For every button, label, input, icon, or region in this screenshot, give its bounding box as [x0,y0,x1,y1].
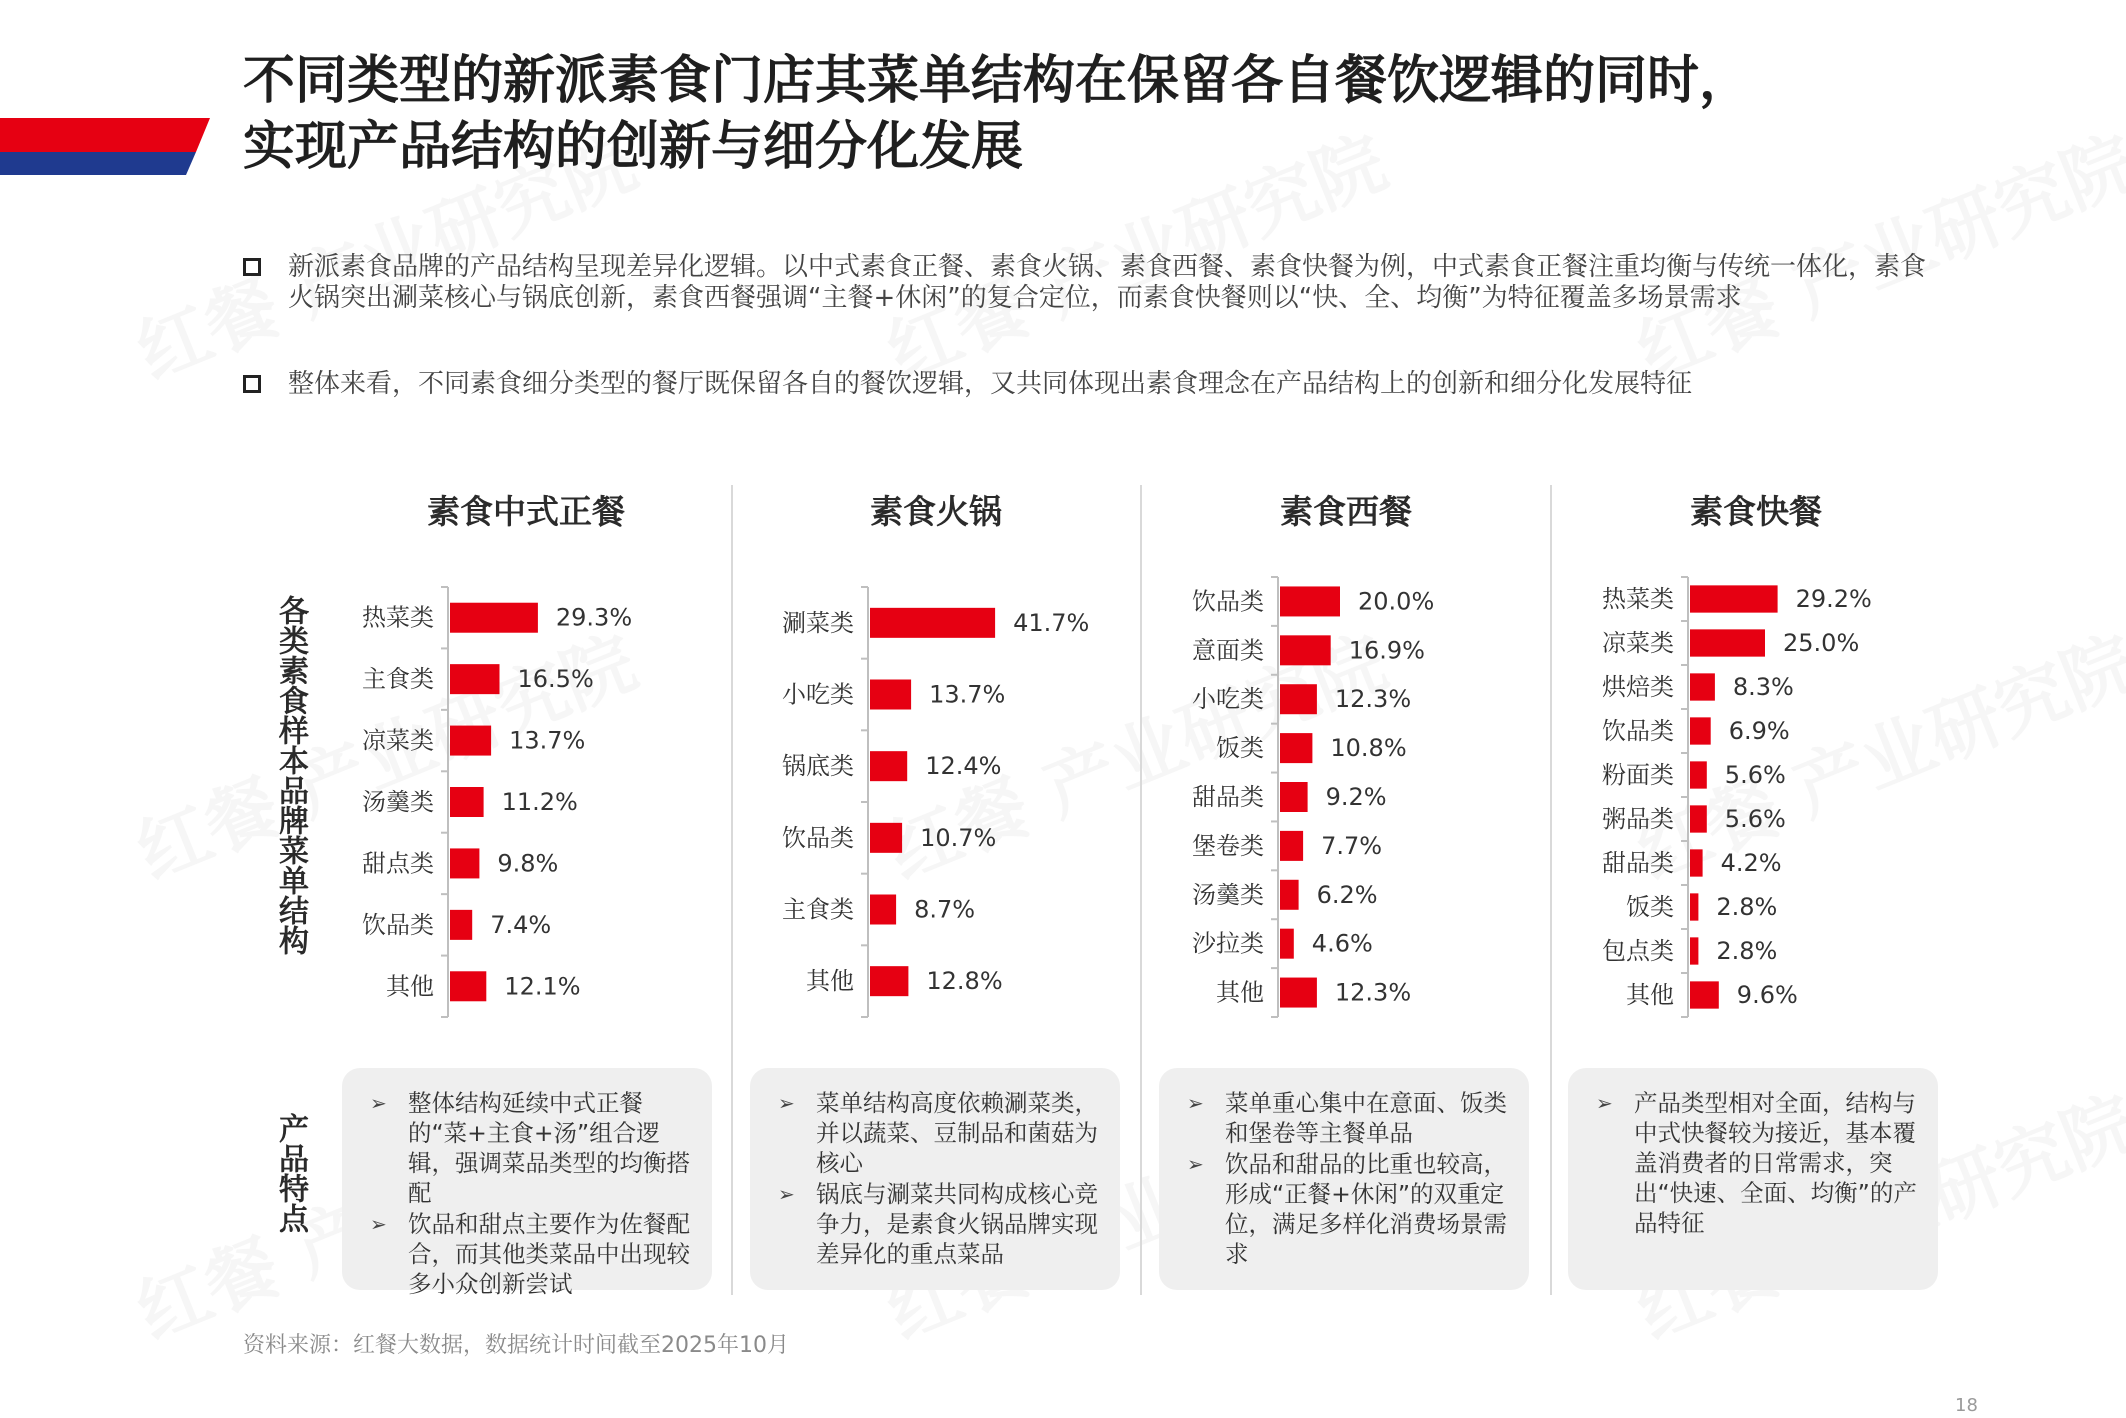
arrow-bullet-icon: ➢ [370,1091,387,1115]
chart-row-label: 各类素食样本品牌菜单结构 [273,595,308,955]
bar [1690,981,1719,1008]
value-label: 7.7% [1321,831,1383,860]
value-label: 12.1% [504,972,581,1001]
arrow-bullet-icon: ➢ [1187,1091,1204,1115]
bar [1690,937,1698,964]
bar [1280,586,1340,616]
bar [450,787,484,817]
value-label: 4.2% [1720,849,1782,877]
square-bullet-icon [243,375,261,393]
value-label: 6.9% [1728,717,1790,745]
bar [450,726,491,756]
bar [870,823,902,853]
bar [450,603,538,633]
category-label: 热菜类 [362,603,434,632]
feature-item-text: 饮品和甜品的比重也较高，形成“正餐+休闲”的双重定位，满足多样化消费场景需求 [1225,1150,1507,1268]
value-label: 2.8% [1716,937,1778,965]
value-label: 13.7% [929,680,1006,709]
category-label: 饮品类 [1602,717,1674,745]
category-label: 主食类 [782,895,854,924]
value-label: 25.0% [1783,629,1860,657]
category-label: 烘焙类 [1602,673,1674,701]
feature-box [1568,1068,1938,1290]
page-number: 18 [1955,1395,1978,1416]
feature-item-text: 菜单结构高度依赖涮菜类，并以蔬菜、豆制品和菌菇为核心 [816,1089,1098,1177]
category-label: 堡卷类 [1192,831,1264,860]
summary-bullet [243,369,1943,400]
value-label: 8.7% [914,895,976,924]
feature-item-text: 饮品和甜点主要作为佐餐配合，而其他类菜品中出现较多小众创新尝试 [408,1210,690,1298]
category-label: 甜品类 [1602,849,1674,877]
feature-item [370,1209,694,1299]
bar-chart-fast-food [1570,575,1950,1020]
bar [1280,733,1312,763]
value-label: 9.6% [1736,981,1798,1009]
panel-title: 素食快餐 [1690,492,1822,531]
bar [870,966,908,996]
bar [450,971,486,1001]
category-label: 饮品类 [362,910,434,939]
feature-item [778,1088,1102,1178]
category-label: 小吃类 [782,680,854,709]
feature-box [750,1068,1120,1290]
bar [1280,782,1308,812]
feature-item-text: 产品类型相对全面，结构与中式快餐较为接近，基本覆盖消费者的日常需求，突出“快速、全面、均衡”的产品特征 [1634,1089,1917,1237]
feature-item [1187,1149,1511,1269]
arrow-bullet-icon: ➢ [778,1091,795,1115]
feature-item-text: 整体结构延续中式正餐的“菜+主食+汤”组合逻辑，强调菜品类型的均衡搭配 [408,1089,690,1207]
page-title-line-2: 实现产品结构的创新与细分化发展 [243,117,1024,177]
value-label: 5.6% [1724,805,1786,833]
value-label: 16.9% [1348,636,1425,665]
value-label: 29.3% [555,603,633,632]
value-label: 13.7% [509,726,586,755]
panel-title: 素食西餐 [1280,492,1412,531]
bar [1280,684,1317,714]
bar [450,910,472,940]
category-label: 其他 [1216,978,1264,1007]
value-label: 9.2% [1325,783,1387,811]
panel-title: 素食火锅 [870,492,1002,531]
header-accent-stripe [0,0,210,175]
feature-row-label: 产品特点 [273,1113,308,1233]
value-label: 16.5% [517,665,594,694]
bar-chart-western [1160,575,1540,1020]
feature-item-text: 锅底与涮菜共同构成核心竞争力，是素食火锅品牌实现差异化的重点菜品 [816,1180,1098,1268]
page-title-line-1: 不同类型的新派素食门店其菜单结构在保留各自餐饮逻辑的同时， [243,51,1752,111]
bar [1690,717,1711,744]
category-label: 甜品类 [1192,783,1264,811]
category-label: 主食类 [362,665,434,694]
category-label: 凉菜类 [362,726,434,755]
arrow-bullet-icon: ➢ [1596,1091,1613,1115]
value-label: 12.3% [1334,685,1412,714]
bar [1690,585,1778,612]
bar [450,848,479,878]
value-label: 4.6% [1311,929,1373,958]
value-label: 2.8% [1716,893,1778,921]
value-label: 12.8% [926,967,1003,996]
feature-box [342,1068,712,1298]
summary-bullet-text: 整体来看，不同素食细分类型的餐厅既保留各自的餐饮逻辑，又共同体现出素食理念在产品结构上的创新和细分化发展特征 [288,369,1693,399]
arrow-bullet-icon: ➢ [370,1212,387,1236]
value-label: 10.8% [1330,734,1407,763]
value-label: 5.6% [1724,761,1786,789]
category-label: 意面类 [1192,636,1264,665]
category-label: 粉面类 [1602,761,1674,789]
category-label: 锅底类 [782,752,854,781]
feature-item [1596,1088,1920,1238]
feature-item [370,1088,694,1208]
feature-item-text: 菜单重心集中在意面、饭类和堡卷等主餐单品 [1225,1089,1507,1147]
category-label: 饮品类 [782,823,854,852]
category-label: 甜点类 [362,849,434,878]
bar [1280,929,1294,959]
square-bullet-icon [243,258,261,276]
bar [1690,849,1703,876]
category-label: 饭类 [1216,734,1264,763]
value-label: 11.2% [501,788,578,816]
bar [1690,805,1707,832]
value-label: 7.4% [490,910,552,939]
category-label: 其他 [1626,981,1674,1009]
category-label: 其他 [386,972,434,1001]
column-divider [731,485,733,1295]
category-label: 凉菜类 [1602,629,1674,657]
value-label: 29.2% [1795,585,1872,613]
bar [1690,629,1765,656]
bar [1280,635,1331,665]
panel-title: 素食中式正餐 [427,492,625,531]
category-label: 包点类 [1602,937,1674,965]
category-label: 其他 [806,967,854,996]
arrow-bullet-icon: ➢ [778,1182,795,1206]
value-label: 20.0% [1358,587,1435,616]
feature-item [1187,1088,1511,1148]
bar [870,751,907,781]
bar [1690,893,1698,920]
bar [1280,880,1299,910]
category-label: 粥品类 [1602,805,1674,833]
category-label: 饭类 [1626,893,1674,921]
value-label: 9.8% [497,849,559,878]
category-label: 小吃类 [1192,685,1264,714]
category-label: 热菜类 [1602,585,1674,613]
bar [870,895,896,925]
feature-item [778,1179,1102,1269]
column-divider [1550,485,1552,1295]
category-label: 饮品类 [1192,587,1264,616]
feature-box [1159,1068,1529,1290]
bar-chart-chinese-formal [340,575,700,1020]
category-label: 涮菜类 [782,608,854,637]
value-label: 8.3% [1732,673,1794,701]
bar [1280,978,1317,1008]
bar [1280,831,1303,861]
bar [870,680,911,710]
category-label: 沙拉类 [1192,929,1264,958]
source-note: 资料来源：红餐大数据，数据统计时间截至2025年10月 [243,1333,789,1358]
summary-bullet [243,252,1943,314]
bar [1690,761,1707,788]
value-label: 12.3% [1334,978,1412,1007]
column-divider [1140,485,1142,1295]
page-title [243,48,2063,180]
summary-bullet-text: 新派素食品牌的产品结构呈现差异化逻辑。以中式素食正餐、素食火锅、素食西餐、素食快餐为例，中式素食正餐注重均衡与传统一体化，素食火锅突出涮菜核心与锅底创新，素食西餐强调“主餐+休闲”的复合定位，而素食快餐则以“快、全、均衡”为特征覆盖多场景需求 [288,252,1927,313]
bar [1690,673,1715,700]
bar [450,664,500,694]
category-label: 汤羹类 [1192,880,1264,909]
value-label: 10.7% [920,823,997,852]
bar [870,608,995,638]
value-label: 6.2% [1316,880,1378,909]
accent-blue-stripe [0,152,196,175]
accent-red-stripe [0,118,210,152]
value-label: 41.7% [1013,608,1090,637]
arrow-bullet-icon: ➢ [1187,1152,1204,1176]
bar-chart-hotpot [750,575,1130,1020]
value-label: 12.4% [925,752,1002,781]
category-label: 汤羹类 [362,788,434,816]
